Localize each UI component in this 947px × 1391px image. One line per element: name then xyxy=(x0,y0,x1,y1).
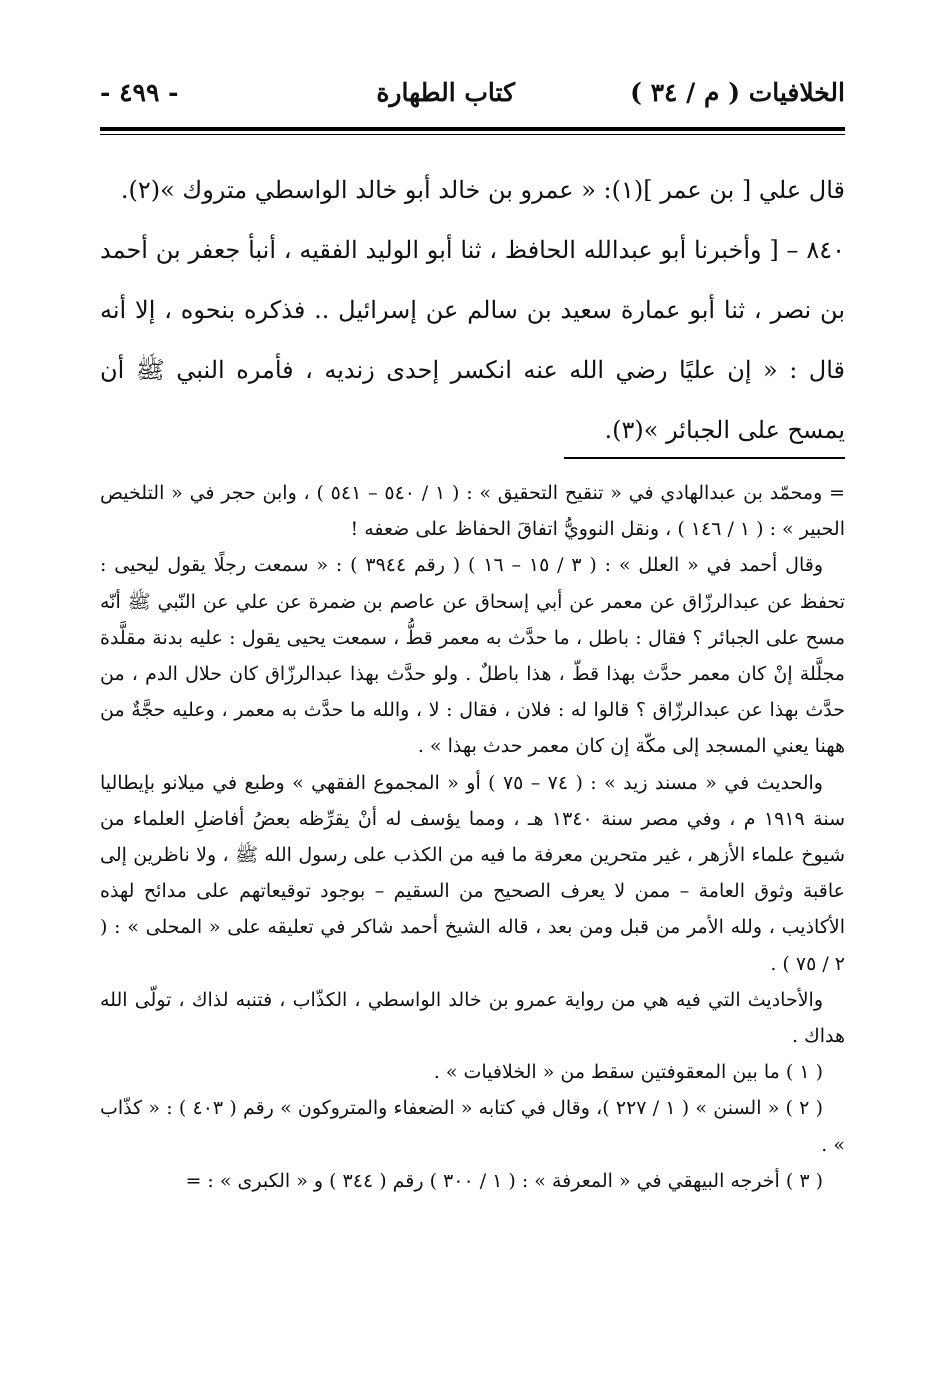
hadith-840: ٨٤٠ – [ وأخبرنا أبو عبدالله الحافظ ، ثنا أبو الوليد الفقيه ، أنبأ جعفر بن أحمد بن نصر ، ثنا أبو عمارة سعيد بن سالم عن إسرائيل .. فذكره بنحوه ، إلا أنه قال : « إن عليًا رضي الله عنه انكسر إحدى زنديه ، فأمره النبي ﷺ أن يمسح على الجبائر »(٣). xyxy=(100,236,845,444)
footnote-continuation: = ومحمّد بن عبدالهادي في « تنقيح التحقيق » : ( ١ / ٥٤٠ – ٥٤١ ) ، وابن حجر في « التلخيص الحبير » : ( ١ / ١٤٦ ) ، ونقل النوويُّ اتفاقَ الحفاظ على ضعفه ! xyxy=(100,482,845,541)
footnote-separator xyxy=(564,457,845,459)
header-rule-thick xyxy=(100,127,845,131)
footnote-2: ( ٢ ) « السنن » ( ١ / ٢٢٧ )، وقال في كتابه « الضعفاء والمتروكون » رقم ( ٤٠٣ ) : « كذّاب » . xyxy=(100,1097,845,1156)
running-header xyxy=(100,78,845,122)
main-text xyxy=(100,160,845,460)
header-book-title: كتاب الطهارة xyxy=(376,78,515,107)
footnotes xyxy=(100,475,845,1199)
footnote-paragraph: والحديث في « مسند زيد » : ( ٧٤ – ٧٥ ) أو « المجموع الفقهي » وطبع في ميلانو بإيطاليا سنة ١٩١٩ م ، وفي مصر سنة ١٣٤٠ هـ ، ومما يؤسف له أنْ يقرِّظه بعضُ أفاضلِ العلماء من شيوخ علماء الأزهر ، غير متحرين معرفة ما فيه من الكذب على رسول الله ﷺ ، ولا ناظرين إلى عاقبة وثوق العامة – ممن لا يعرف الصحيح من السقيم – بوجود توقيعاتهم على مدائح لهذه الأكاذيب ، ولله الأمر من قبل ومن بعد ، قاله الشيخ أحمد شاكر في تعليقه على « المحلى » : ( ٢ / ٧٥ ) . xyxy=(100,771,845,975)
footnote-3: ( ٣ ) أخرجه البيهقي في « المعرفة » : ( ١ / ٣٠٠ ) رقم ( ٣٤٤ ) و « الكبرى » : = xyxy=(185,1169,823,1192)
footnote-paragraph: وقال أحمد في « العلل » : ( ٣ / ١٥ – ١٦ ) ( رقم ٣٩٤٤ ) : « سمعت رجلًا يقول ليحيى : تحفظ عن عبدالرزّاق عن معمر عن أبي إسحاق عن عاصم بن ضمرة عن علي عن النّبي ﷺ أنّه مسح على الجبائر ؟ فقال : باطل ، ما حدَّث به معمر قطُّ ، سمعت يحيى يقول : عليه بدنة مقلَّدة مجلَّلة إنْ كان معمر حدَّث بهذا قطّ ، هذا باطلٌ . ولو حدَّث بهذا عبدالرزّاق كان حلال الدم ، من حدَّث بهذا عن عبدالرزّاق ؟ قالوا له : فلان ، فقال : لا ، والله ما حدَّث به معمر ، وعليه حجَّةٌ من ههنا يعني المسجد إلى مكّة إن كان معمر حدث بهذا » . xyxy=(100,554,845,758)
footnote-paragraph: والأحاديث التي فيه هي من رواية عمرو بن خالد الواسطي ، الكذّاب ، فتنبه لذاك ، تولّى الله هداك . xyxy=(100,988,845,1048)
page-number: - ٤٩٩ - xyxy=(100,78,179,107)
header-rule-thin xyxy=(100,134,845,135)
main-paragraph: قال علي [ بن عمر ](١): « عمرو بن خالد أبو خالد الواسطي متروك »(٢). xyxy=(120,176,845,204)
header-title: الخلافيات ( م / ٣٤ ) xyxy=(630,78,845,107)
footnote-1: ( ١ ) ما بين المعقوفتين سقط من « الخلافيات » . xyxy=(433,1061,823,1084)
